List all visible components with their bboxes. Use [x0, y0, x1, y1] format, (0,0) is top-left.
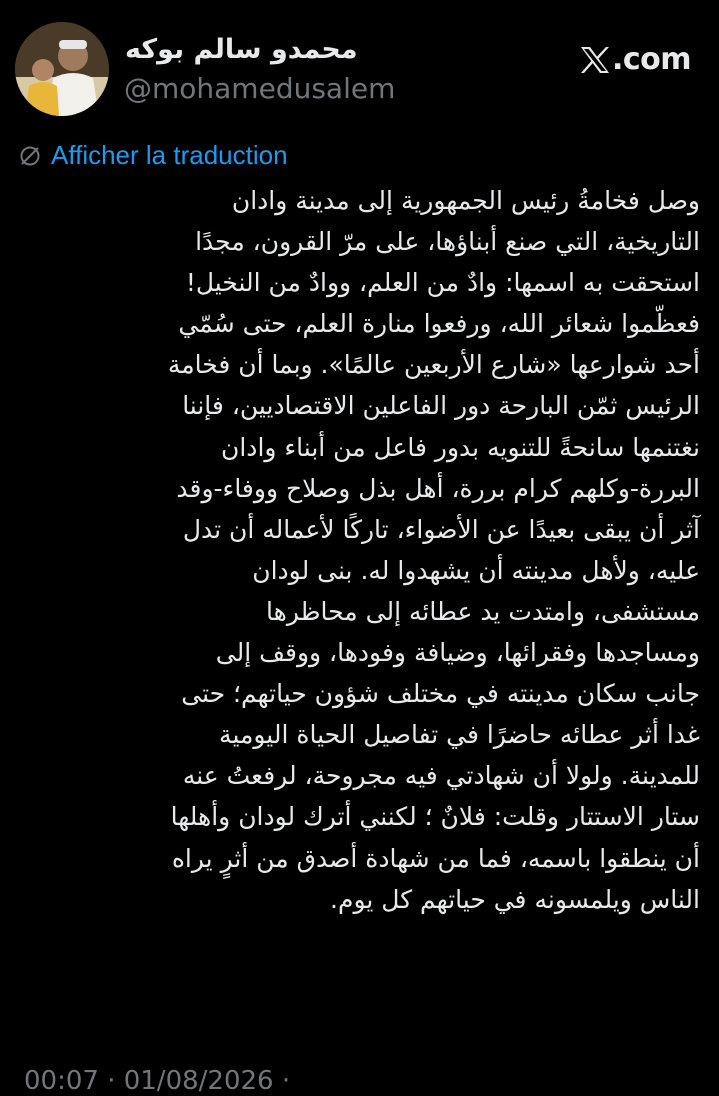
user-handle[interactable]: @mohamedusalem: [124, 72, 396, 105]
tweet-timestamp[interactable]: 00:07 · 01/08/2026 ·: [24, 1066, 291, 1096]
show-translation-label[interactable]: Afficher la traduction: [51, 140, 288, 170]
avatar[interactable]: [15, 22, 109, 116]
x-logo-icon: [580, 46, 610, 74]
brand-text: .com: [611, 42, 691, 77]
avatar-photo: [15, 22, 109, 116]
display-name[interactable]: محمدو سالم بوكه: [125, 34, 358, 65]
brand-mark: [580, 42, 691, 77]
show-translation-button[interactable]: [18, 140, 288, 171]
tweet-text: وصل فخامةُ رئيس الجمهورية إلى مدينة وادان التاريخية، التي صنع أبناؤها، على مرّ القرون، مجدًا استحقت به اسمها: وادٌ من العلم، ووادٌ من النخيل! فعظّموا شعائر الله، ورفعوا منارة العلم، حتى سُمّي أحد شوارعها «شارع الأربعين عالمًا». وبما أن فخامة الرئيس ثمّن البارحة دور الفاعلين الاقتصاديين، فإننا نغتنمها سانحةً للتنويه بدور فاعل من أبناء وادان البررة-وكلهم كرام بررة، أهل بذل وصلاح ووفاء-وقد آثر أن يبقى بعيدًا عن الأضواء، تاركًا لأعماله أن تدل عليه، ولأهل مدينته أن يشهدوا له. بنى لودان مستشفى، وامتدت يد عطائه إلى محاظرها ومساجدها وفقرائها، وضيافة وفودها، ووقف إلى جانب سكان مدينته في مختلف شؤون حياتهم؛ حتى غدا أثر عطائه حاضرًا في تفاصيل الحياة اليومية للمدينة. ولولا أن شهادتي فيه مجروحة، لرفعتُ عنه ستار الاستتار وقلت: فلانٌ ؛ لكنني أترك لودان وأهلها أن ينطقوا باسمه، فما من شهادة أصدق من أثرٍ يراه الناس ويلمسونه في حياتهم كل يوم.: [167, 186, 700, 914]
tweet-header: [0, 0, 719, 140]
globe-icon: [18, 144, 42, 168]
